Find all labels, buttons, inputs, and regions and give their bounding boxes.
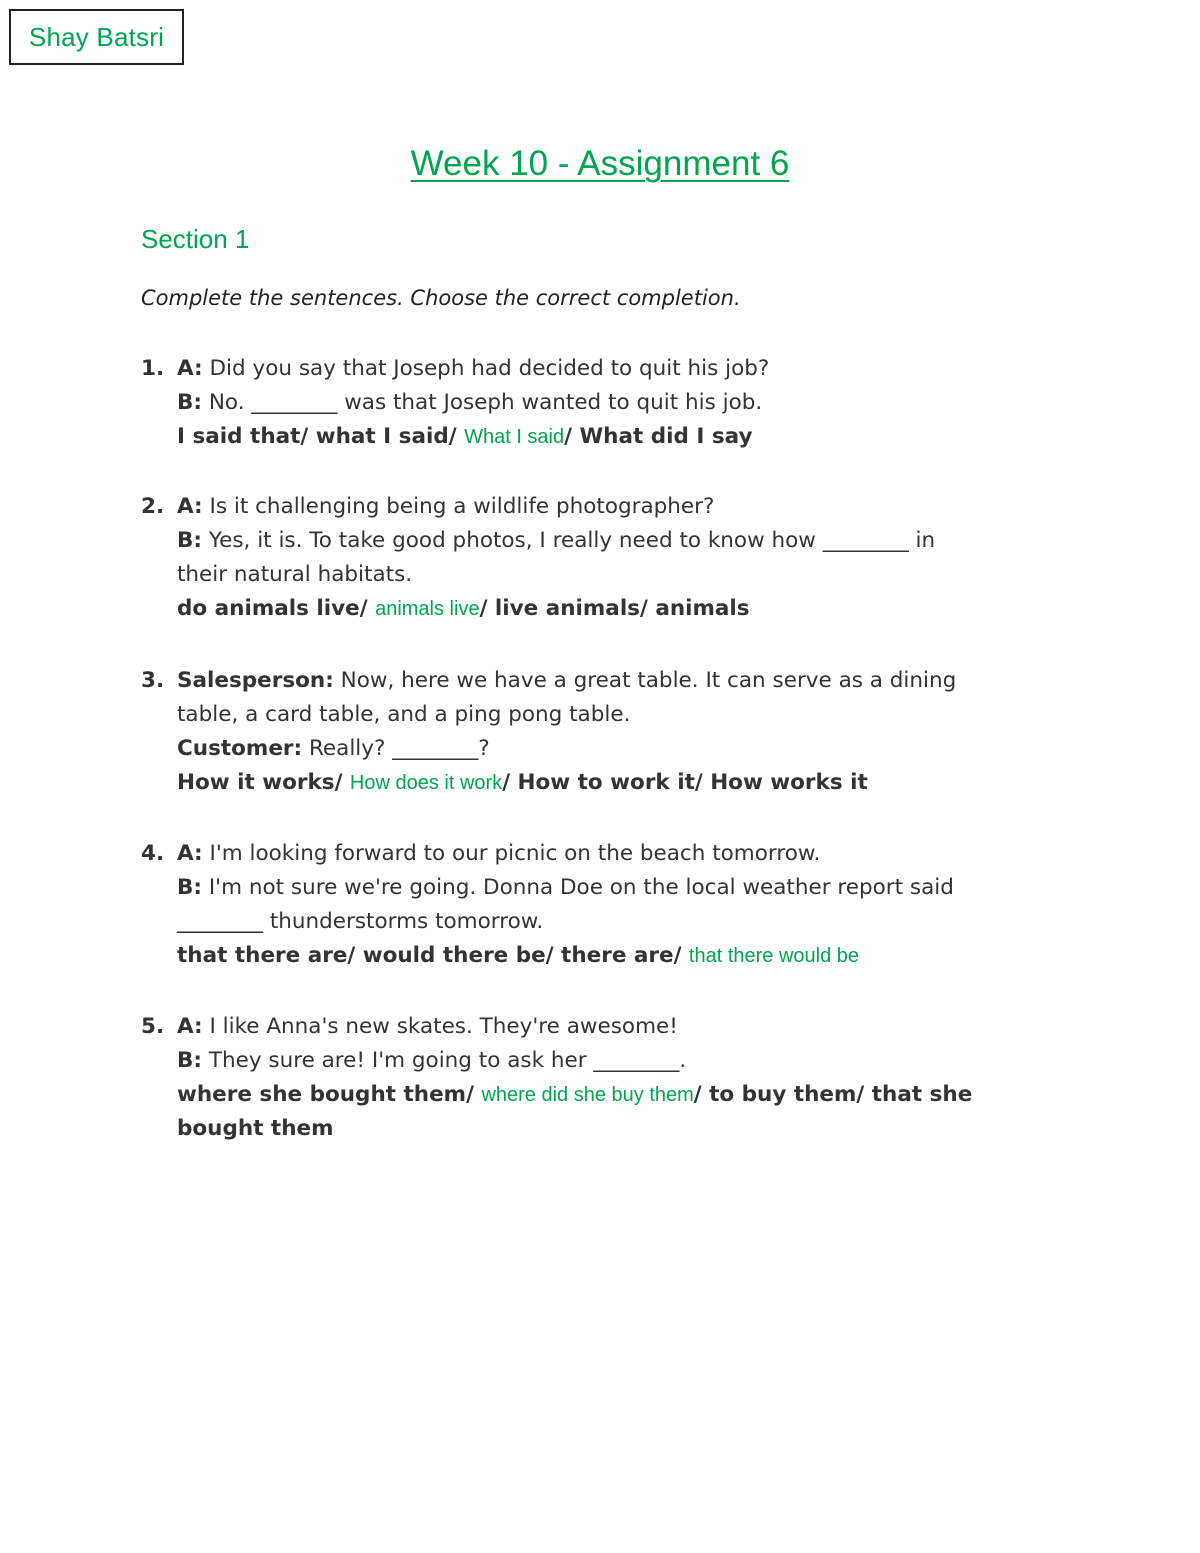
options-line <box>141 766 1081 800</box>
question-line <box>141 1044 1081 1078</box>
question-line <box>141 1010 1081 1044</box>
selected-answer: What I said <box>464 426 565 448</box>
question-line <box>141 664 1081 698</box>
question-1 <box>141 352 1081 454</box>
options-line <box>141 592 1081 626</box>
question-line <box>141 352 1081 386</box>
question-number: 2. <box>141 494 165 519</box>
selected-answer: where did she buy them <box>481 1084 694 1106</box>
speaker-label: B: <box>177 1048 202 1073</box>
options-line <box>141 1078 1081 1112</box>
page-title: Week 10 - Assignment 6 <box>410 144 790 183</box>
question-number: 4. <box>141 841 165 866</box>
option-text: I said that/ what I said/ <box>177 424 465 449</box>
author-name: Shay Batsri <box>28 21 165 52</box>
question-line <box>141 524 1081 558</box>
line-text: They sure are! I'm going to ask her ________. <box>202 1048 687 1073</box>
option-text: How it works/ <box>177 770 350 795</box>
line-text: their natural habitats. <box>177 562 413 587</box>
question-5 <box>141 1010 1081 1146</box>
question-4 <box>141 837 1081 973</box>
line-text: Really? ________? <box>302 736 490 761</box>
speaker-label: A: <box>177 356 203 381</box>
question-number: 5. <box>141 1014 165 1039</box>
option-text: / live animals/ animals <box>479 596 750 621</box>
question-line <box>141 558 1081 592</box>
instructions: Complete the sentences. Choose the correct completion. <box>141 286 741 310</box>
option-text: / to buy them/ that she <box>693 1082 973 1107</box>
options-line <box>141 420 1081 454</box>
question-line <box>141 490 1081 524</box>
speaker-label: B: <box>177 875 202 900</box>
speaker-label: A: <box>177 1014 203 1039</box>
question-line <box>141 386 1081 420</box>
speaker-label: Salesperson: <box>177 668 334 693</box>
question-2 <box>141 490 1081 626</box>
option-text: / What did I say <box>564 424 753 449</box>
section-heading: Section 1 <box>141 224 250 254</box>
options-line <box>141 939 1081 973</box>
speaker-label: Customer: <box>177 736 303 761</box>
option-text: do animals live/ <box>177 596 376 621</box>
selected-answer: that there would be <box>688 945 860 967</box>
question-3 <box>141 664 1081 800</box>
line-text: Yes, it is. To take good photos, I really need to know how ________ in <box>202 528 936 553</box>
question-line <box>141 905 1081 939</box>
question-number: 3. <box>141 668 165 693</box>
question-line <box>141 837 1081 871</box>
option-text: / How to work it/ How works it <box>502 770 868 795</box>
question-line <box>141 698 1081 732</box>
selected-answer: How does it work <box>349 772 503 794</box>
speaker-label: A: <box>177 494 203 519</box>
speaker-label: A: <box>177 841 203 866</box>
line-text: Did you say that Joseph had decided to quit his job? <box>202 356 770 381</box>
question-line <box>141 871 1081 905</box>
speaker-label: B: <box>177 528 202 553</box>
line-text: No. ________ was that Joseph wanted to quit his job. <box>202 390 763 415</box>
line-text: ________ thunderstorms tomorrow. <box>177 909 544 934</box>
line-text: I like Anna's new skates. They're awesome! <box>202 1014 678 1039</box>
question-number: 1. <box>141 356 165 381</box>
author-name-box <box>9 9 184 65</box>
option-text: that there are/ would there be/ there are/ <box>177 943 689 968</box>
options-line-continued <box>141 1112 1081 1146</box>
line-text: I'm looking forward to our picnic on the beach tomorrow. <box>202 841 821 866</box>
selected-answer: animals live <box>375 598 480 620</box>
speaker-label: B: <box>177 390 202 415</box>
line-text: I'm not sure we're going. Donna Doe on the local weather report said <box>202 875 954 900</box>
line-text: Is it challenging being a wildlife photographer? <box>202 494 715 519</box>
line-text: Now, here we have a great table. It can serve as a dining <box>333 668 957 693</box>
option-text: bought them <box>177 1116 334 1141</box>
question-line <box>141 732 1081 766</box>
line-text: table, a card table, and a ping pong table. <box>177 702 631 727</box>
option-text: where she bought them/ <box>177 1082 482 1107</box>
